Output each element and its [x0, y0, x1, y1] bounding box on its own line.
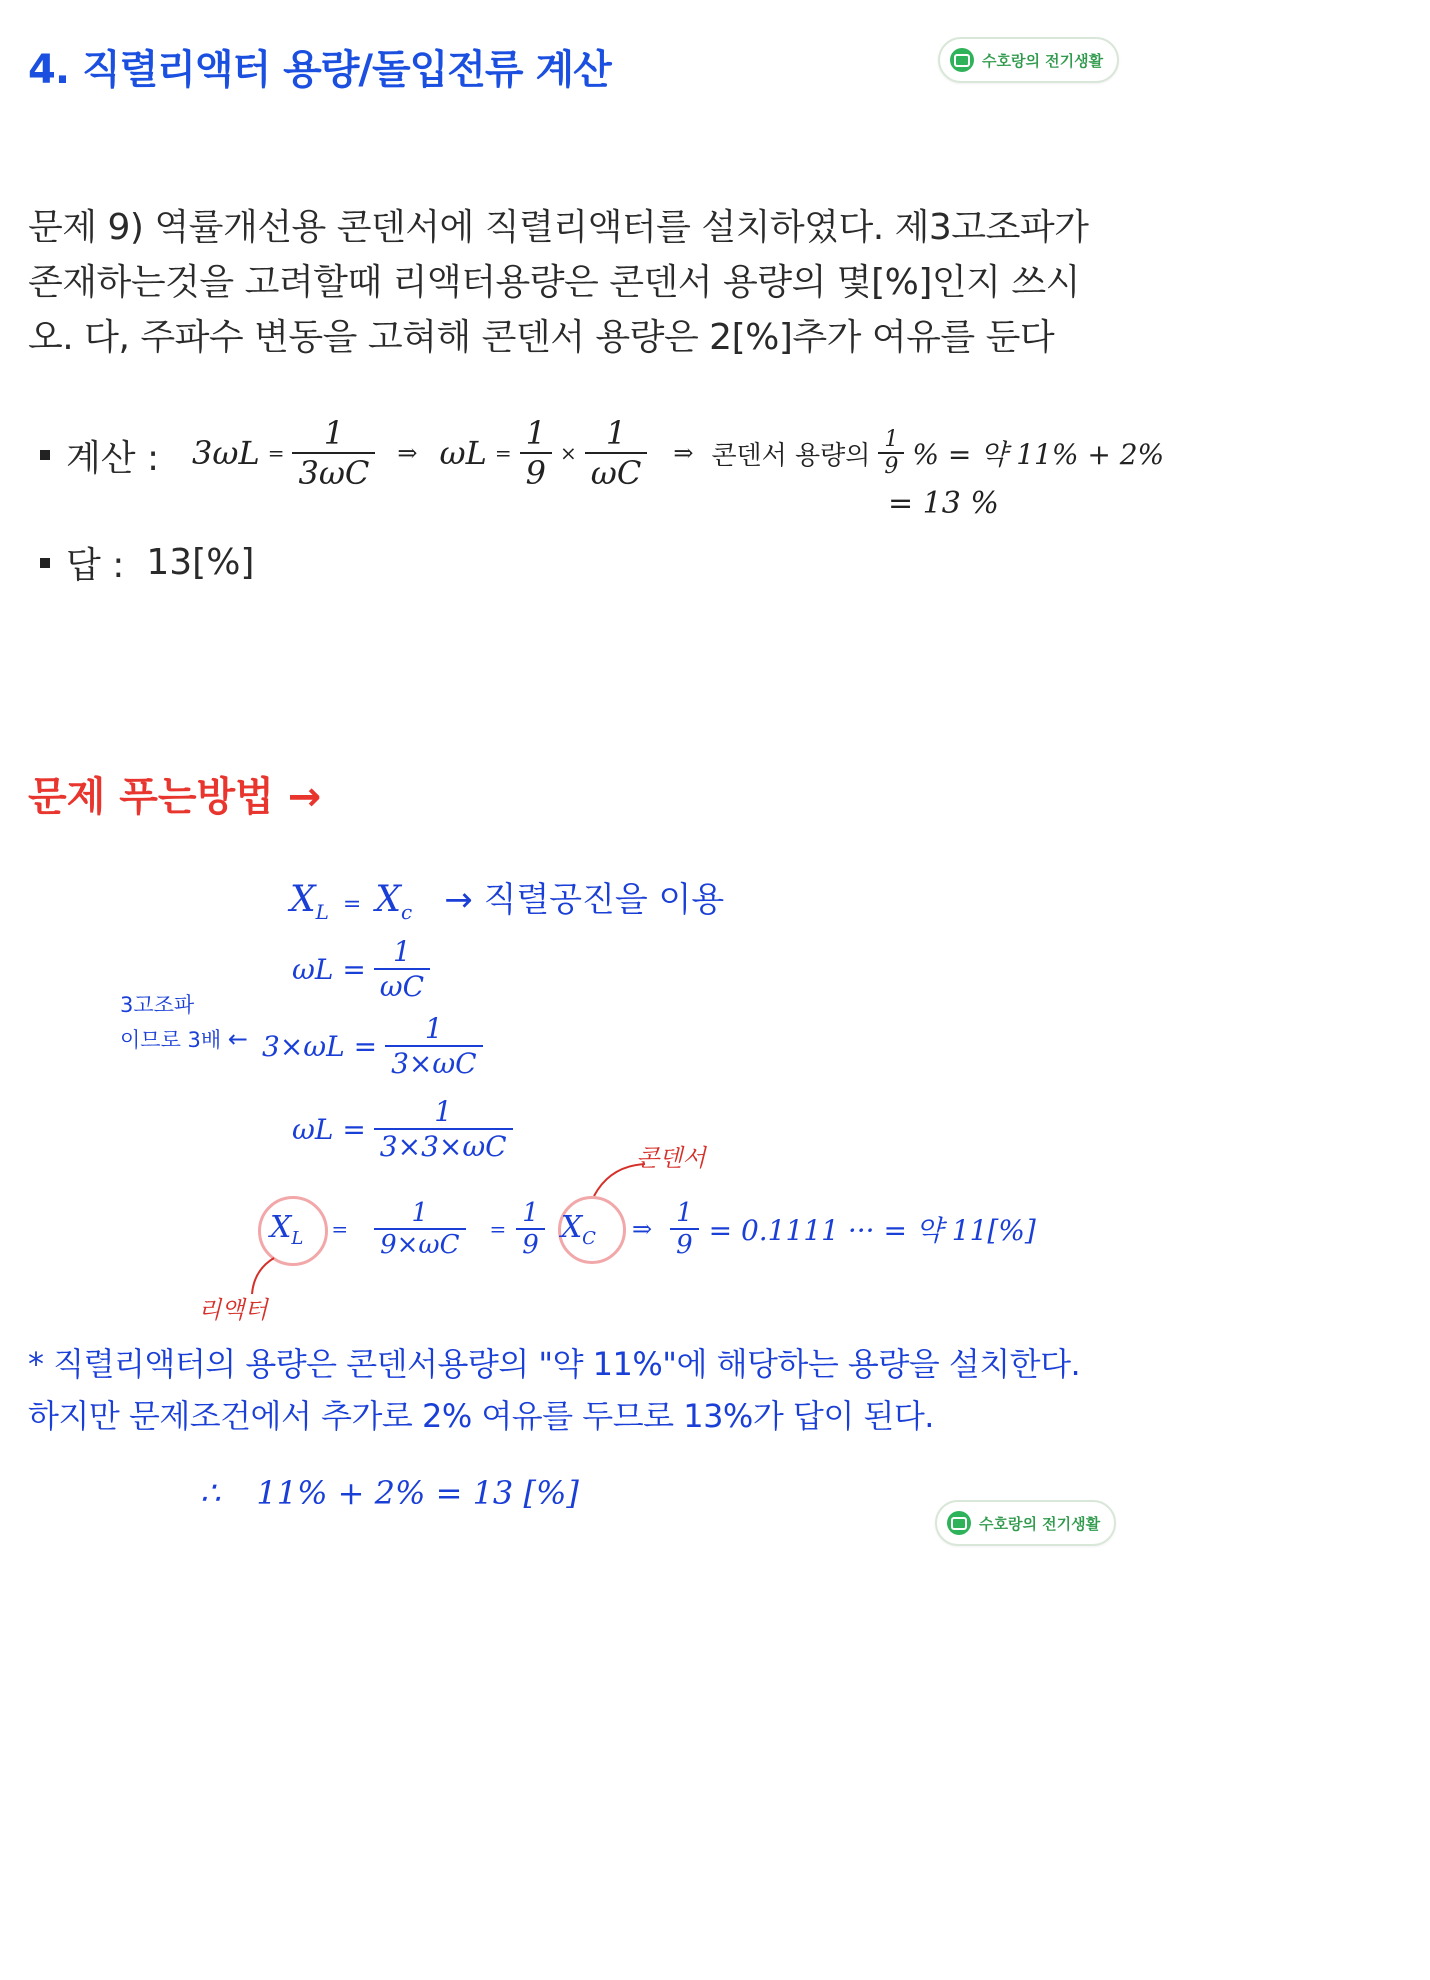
calc-f3-num: 1 [605, 414, 627, 452]
answer-value: 13[%] [146, 542, 255, 583]
m2-den: ωC [374, 968, 430, 1003]
m5-f-num: 1 [522, 1198, 539, 1228]
m5-tail: = 0.1111 ··· = 약 11[%] [708, 1214, 1036, 1247]
m5-eq2: = [489, 1217, 507, 1241]
explanation-note: * 직렬리액터의 용량은 콘덴서용량의 "약 11%"에 해당하는 용량을 설치한다. 하지만 문제조건에서 추가로 2% 여유를 두므로 13%가 답이 된다. [28, 1345, 1081, 1435]
chat-bubble-icon [947, 1511, 971, 1535]
answer-label: 답 : [66, 545, 125, 586]
method-line2 [292, 935, 430, 1003]
m1-lhs: $X_L$ [290, 879, 329, 925]
calc-f4-den: 9 [878, 452, 904, 479]
m5-gfrac [670, 1198, 699, 1260]
calc-f4-num: 1 [884, 427, 899, 452]
m5-g-den: 9 [670, 1228, 699, 1260]
m3-frac [385, 1012, 483, 1080]
capacitor-pointer [590, 1160, 650, 1200]
brand-badge-top[interactable] [938, 37, 1119, 83]
method-line4 [292, 1095, 513, 1163]
harmonic-note-1: 3고조파 [120, 993, 195, 1017]
final-line [200, 1474, 579, 1512]
calc-arrow-2: ⇒ [673, 439, 694, 467]
calc-f3-den: ωC [585, 452, 648, 492]
calc-line2: = 13 % [888, 486, 999, 521]
calc-eq: = [267, 441, 285, 465]
bullet-icon [40, 450, 50, 460]
calc-f1-num: 1 [323, 414, 345, 452]
m5-frac [374, 1198, 465, 1260]
calc-text-part: 콘덴서 용량의 [711, 440, 871, 471]
method-line3 [262, 1012, 483, 1080]
calc-frac-2 [520, 414, 552, 492]
harmonic-note [120, 988, 248, 1057]
brand-badge-label: 수호랑의 전기생활 [982, 51, 1104, 70]
brand-badge-bottom[interactable] [935, 1500, 1116, 1546]
bullet-icon [40, 558, 50, 568]
m5-den: 9×ωC [374, 1228, 465, 1260]
calc-arrow-1: ⇒ [397, 439, 418, 467]
m5-arrow: ⇒ [631, 1215, 653, 1243]
calc-frac-4 [878, 427, 904, 479]
m3-num: 1 [424, 1012, 443, 1045]
m4-frac [374, 1095, 513, 1163]
calc-eq-2: = [494, 441, 512, 465]
calc-handwriting [192, 414, 1164, 492]
calc-label: 계산 : [66, 437, 160, 479]
final-text: 11% + 2% = 13 [%] [256, 1474, 579, 1512]
calc-lhs2: ωL [439, 434, 487, 472]
therefore-icon: ∴ [200, 1474, 221, 1512]
m5-f-den: 9 [516, 1228, 545, 1260]
answer-row [40, 535, 254, 590]
m1-eq: = [342, 892, 362, 917]
harmonic-note-2: 이므로 3배 ← [120, 1025, 248, 1053]
page-title: 4. 직렬리액터 용량/돌입전류 계산 [28, 47, 611, 93]
capacitor-label: 콘덴서 [636, 1144, 706, 1172]
m5-ffrac [516, 1198, 545, 1260]
m3-lhs: 3×ωL = [262, 1029, 378, 1063]
m2-num: 1 [393, 935, 411, 968]
m5-g-num: 1 [676, 1198, 693, 1228]
calc-frac-1 [292, 414, 375, 492]
calc-f1-den: 3ωC [292, 452, 375, 492]
m1-rhs: $X_c$ [375, 879, 413, 925]
calc-times: × [559, 441, 577, 465]
chat-bubble-icon [950, 48, 974, 72]
calc-lhs1: 3ωL [192, 434, 260, 472]
reactor-label: 리액터 [198, 1296, 268, 1324]
calc-f2-num: 1 [525, 414, 546, 452]
calc-frac-3 [585, 414, 648, 492]
m1-text: → 직렬공진을 이용 [444, 880, 725, 920]
m4-num: 1 [434, 1095, 453, 1128]
problem-text: 문제 9) 역률개선용 콘덴서에 직렬리액터를 설치하였다. 제3고조파가 존재하는것을 고려할때 리액터용량은 콘덴서 용량의 몇[%]인지 쓰시오. 다, 주파수 변동을 고혀해 콘덴서 용량은 2[%]추가 여유를 둔다 [28, 207, 1089, 358]
m5-xl: $X_L$ [270, 1209, 304, 1249]
brand-badge-label: 수호랑의 전기생활 [979, 1514, 1101, 1533]
method-title: 문제 푸는방법 → [28, 774, 322, 820]
calc-tail: % = 약 11% + 2% [912, 438, 1165, 471]
m4-den: 3×3×ωC [374, 1128, 513, 1163]
m3-den: 3×ωC [385, 1045, 483, 1080]
m5-num: 1 [411, 1198, 429, 1228]
calc-f2-den: 9 [520, 452, 552, 492]
m5-eq1: = [331, 1217, 349, 1241]
m5-xc: $X_C$ [560, 1209, 596, 1249]
method-line1 [290, 872, 724, 924]
m4-lhs: ωL = [292, 1112, 366, 1146]
m2-frac [374, 935, 430, 1003]
calc-row [40, 425, 159, 485]
m2-lhs: ωL = [292, 952, 366, 986]
method-line5 [270, 1196, 1036, 1262]
